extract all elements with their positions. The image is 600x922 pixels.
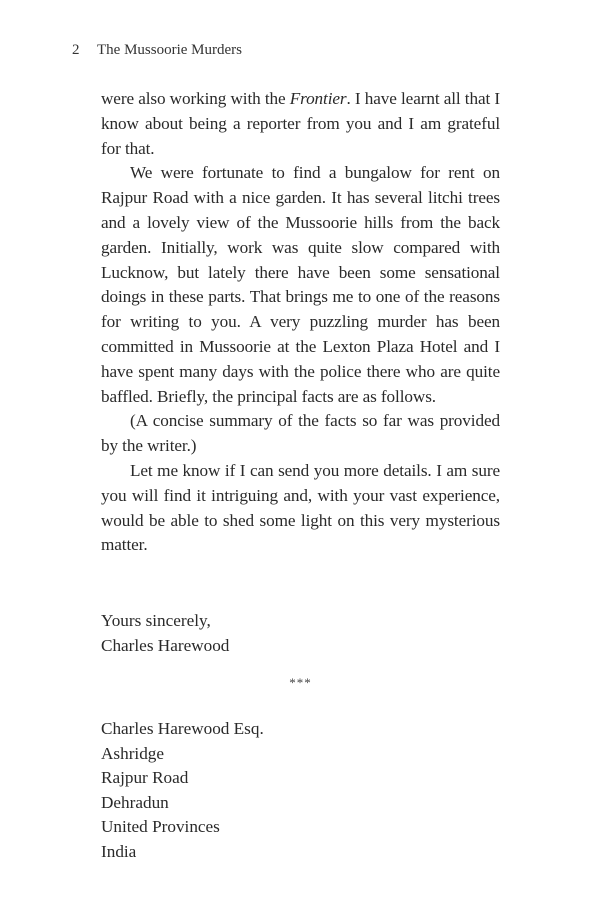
newspaper-name: Frontier [289, 89, 347, 108]
address-block [101, 717, 264, 865]
paragraph-4: Let me know if I can send you more details. I am sure you will find it intriguing and, with your vast experience, would be able to shed some light on this very mysterious matter. [101, 460, 500, 555]
address-line: India [101, 841, 137, 861]
running-head [72, 40, 242, 60]
address-line: Ashridge [101, 743, 165, 763]
paragraph-3: (A concise summary of the facts so far was provided by the writer.) [101, 411, 500, 456]
letter-closing [101, 609, 229, 659]
paragraph-2: We were fortunate to find a bungalow for rent on Rajpur Road with a nice garden. It has several litchi trees and a lovely view of the Mussoorie hills from the back garden. Initially, work was quite slow compared with Lucknow, but lately there have been some sensational doings in these parts. That brings me to one of the reasons for writing to you. A very puzzling murder has been committed in Mussoorie at the Lexton Plaza Hotel and I have spent many days with the police there who are quite baffled. Briefly, the principal facts are as follows. [101, 163, 500, 406]
section-separator: *** [289, 675, 312, 690]
paragraph-1-start: were also working with the [101, 89, 290, 108]
letter-body [101, 87, 500, 558]
book-title: The Mussoorie Murders [97, 42, 242, 58]
address-line: Rajpur Road [101, 768, 189, 788]
paragraph-1 [101, 87, 500, 161]
address-line: Dehradun [101, 792, 169, 812]
address-line: United Provinces [101, 817, 220, 837]
address-line: Charles Harewood Esq. [101, 719, 264, 738]
signature: Charles Harewood [101, 635, 230, 655]
page-number: 2 [72, 42, 80, 58]
valediction: Yours sincerely, [101, 611, 211, 630]
paragraph-1-end: . I have learnt all that I know about being a reporter from you and I am grateful for that. [101, 89, 500, 158]
